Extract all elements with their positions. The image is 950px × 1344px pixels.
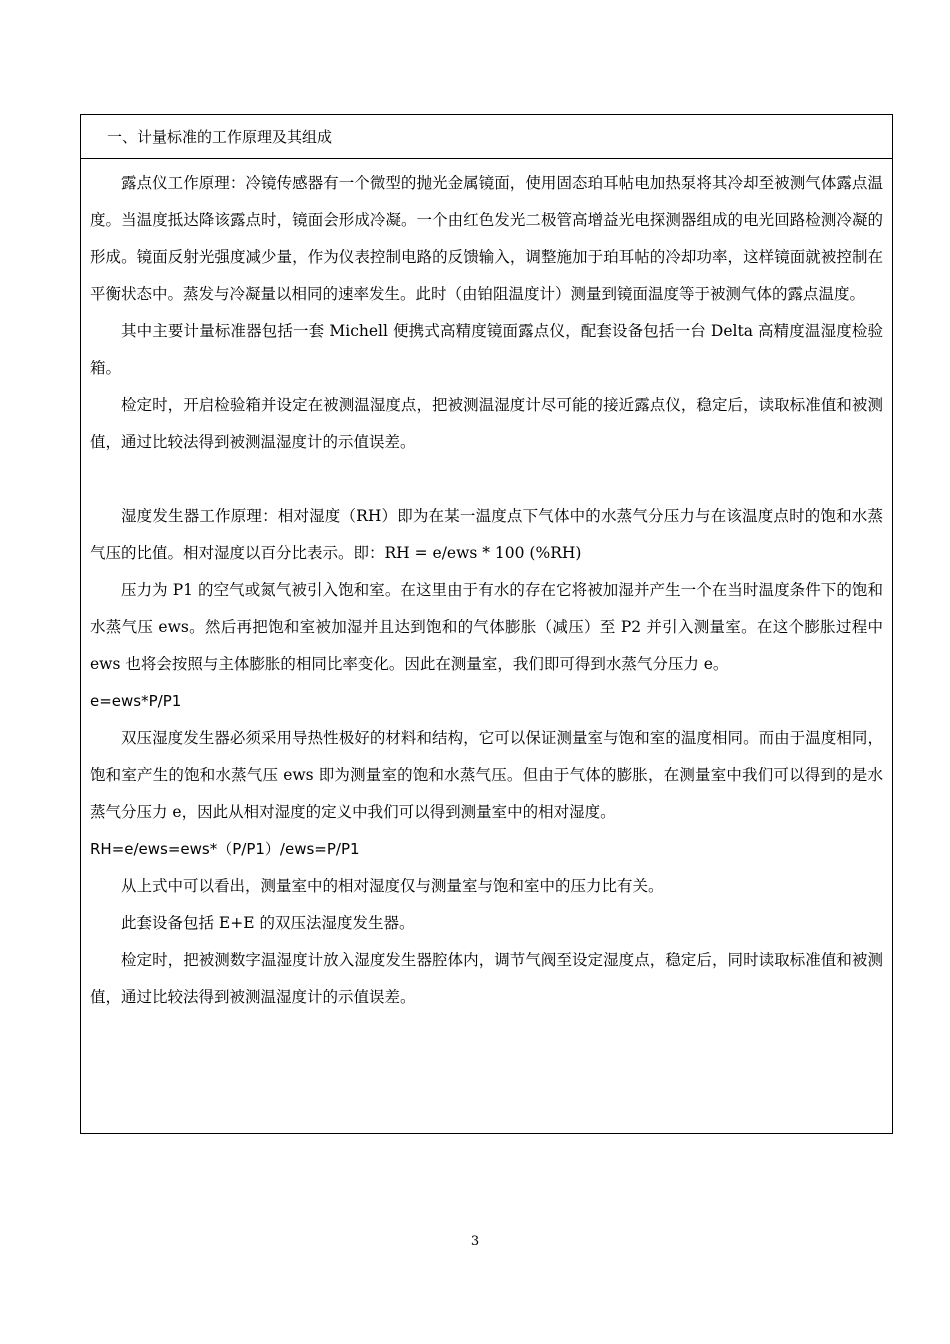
section-table: [80, 114, 893, 1134]
paragraph-dewpoint-procedure: 检定时，开启检验箱并设定在被测温湿度点，把被测温湿度计尽可能的接近露点仪，稳定后，读取标准值和被测值，通过比较法得到被测温湿度计的示值误差。: [90, 396, 883, 451]
section-body: [81, 159, 892, 1016]
paragraph-humidity-principle: 湿度发生器工作原理：相对湿度（RH）即为在某一温度点下气体中的水蒸气分压力与在该温度点时的饱和水蒸气压的比值。相对湿度以百分比表示。即：RH = e/ews * 100 (%RH): [90, 507, 883, 562]
paragraph-standard-equipment: 其中主要计量标准器包括一套 Michell 便携式高精度镜面露点仪，配套设备包括一台 Delta 高精度温湿度检验箱。: [90, 322, 883, 377]
paragraph-conclusion: 从上式中可以看出，测量室中的相对湿度仅与测量室与饱和室中的压力比有关。: [121, 877, 664, 895]
paragraph-humidity-procedure: 检定时，把被测数字温湿度计放入湿度发生器腔体内，调节气阀至设定湿度点，稳定后，同时读取标准值和被测值，通过比较法得到被测温湿度计的示值误差。: [90, 951, 883, 1006]
paragraph-equipment: 此套设备包括 E+E 的双压法湿度发生器。: [121, 914, 415, 932]
paragraph-pressure-process: 压力为 P1 的空气或氮气被引入饱和室。在这里由于有水的存在它将被加湿并产生一个在当时温度条件下的饱和水蒸气压 ews。然后再把饱和室被加湿并且达到饱和的气体膨胀（减压）至 P2 并引入测量室。在这个膨胀过程中 ews 也将会按照与主体膨胀的相同比率变化。因此在测量室，我们即可得到水蒸气分压力 e。: [90, 581, 883, 673]
paragraph-dewpoint-principle: 露点仪工作原理：冷镜传感器有一个微型的抛光金属镜面，使用固态珀耳帖电加热泵将其冷却至被测气体露点温度。当温度抵达降该露点时，镜面会形成冷凝。一个由红色发光二极管高增益光电探测器组成的电光回路检测冷凝的形成。镜面反射光强度减少量，作为仪表控制电路的反馈输入，调整施加于珀耳帖的冷却功率，这样镜面就被控制在平衡状态中。蒸发与冷凝量以相同的速率发生。此时（由铂阻温度计）测量到镜面温度等于被测气体的露点温度。: [90, 174, 883, 303]
spacer: [90, 461, 883, 498]
formula-vapor-pressure: e=ews*P/P1: [90, 692, 182, 710]
page-number: 3: [470, 1234, 480, 1249]
section-heading: 一、计量标准的工作原理及其组成: [81, 115, 892, 159]
paragraph-two-pressure: 双压湿度发生器必须采用导热性极好的材料和结构，它可以保证测量室与饱和室的温度相同。而由于温度相同，饱和室产生的饱和水蒸气压 ews 即为测量室的饱和水蒸气压。但由于气体的膨胀，在测量室中我们可以得到的是水蒸气分压力 e，因此从相对湿度的定义中我们可以得到测量室中的相对湿度。: [90, 729, 883, 821]
formula-relative-humidity: RH=e/ews=ews*（P/P1）/ews=P/P1: [90, 840, 360, 858]
